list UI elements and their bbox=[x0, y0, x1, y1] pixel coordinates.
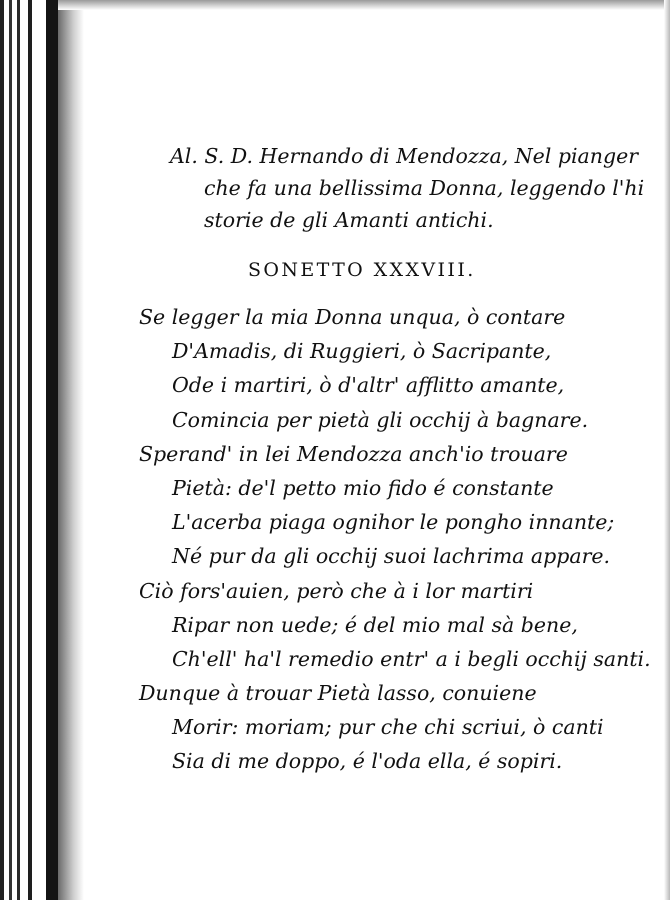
heading-line: storie de gli Amanti antichi. bbox=[204, 208, 494, 232]
verse-line: Se legger la mia Donna unqua, ò contare bbox=[139, 305, 566, 329]
heading-line: che fa una bellissima Donna, leggendo l'hi bbox=[204, 176, 645, 200]
verse-line: Sia di me doppo, é l'oda ella, é sopiri. bbox=[172, 749, 563, 774]
verse-line: Ch'ell' ha'l remedio entr' a i begli occhij santi. bbox=[172, 646, 651, 671]
verse-line: Sperand' in lei Mendozza anch'io trouare bbox=[139, 441, 568, 466]
verse-line: Ripar non uede; é del mio mal sà bene, bbox=[172, 612, 578, 637]
verse-line: Pietà: de'l petto mio fido é constante bbox=[172, 475, 554, 500]
dedication-heading bbox=[170, 140, 645, 236]
verse-line: Dunque à trouar Pietà lasso, conuiene bbox=[139, 681, 537, 706]
verse-line: Morir: moriam; pur che chi scriui, ò canti bbox=[172, 715, 604, 740]
verse-line: Né pur da gli occhij suoi lachrima appare. bbox=[172, 544, 611, 569]
verse-line: Ciò fors'auien, però che à i lor martiri bbox=[139, 578, 534, 603]
verse-line: L'acerba piaga ognihor le pongho innante; bbox=[172, 510, 615, 535]
verse-line: D'Amadis, di Ruggieri, ò Sacripante, bbox=[172, 339, 552, 364]
sonnet-title: SONETTO XXXVIII. bbox=[248, 259, 476, 281]
verse-line: Ode i martiri, ò d'altr' afflitto amante, bbox=[172, 373, 565, 398]
heading-line: Al. S. D. Hernando di Mendozza, Nel pianger bbox=[170, 144, 639, 168]
sonnet-body bbox=[139, 300, 651, 779]
verse-line: Comincia per pietà gli occhij à bagnare. bbox=[172, 407, 589, 432]
